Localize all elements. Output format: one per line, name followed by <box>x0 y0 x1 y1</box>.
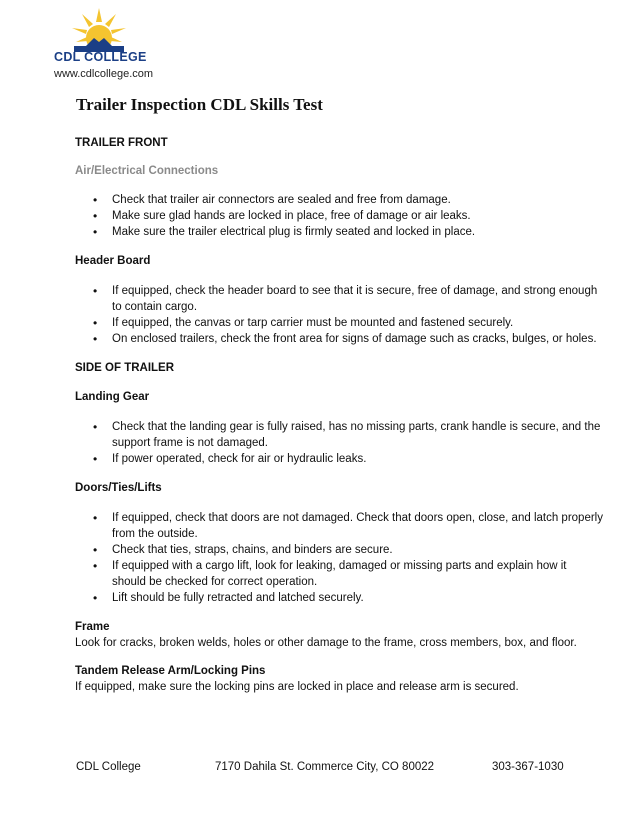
sun-logo-icon <box>70 8 128 52</box>
list-item: • Check that the landing gear is fully raised, has no missing parts, crank handle is secure, and the support frame is not damaged. <box>75 419 603 451</box>
list-item: • Check that trailer air connectors are sealed and free from damage. <box>75 192 603 208</box>
subheading-frame: Frame <box>75 621 110 633</box>
list-header-board <box>75 283 603 347</box>
document-body <box>75 136 603 695</box>
list-item: • Make sure the trailer electrical plug is firmly seated and locked in place. <box>75 224 603 240</box>
list-landing-gear <box>75 419 603 467</box>
logo-wordmark: CDL COLLEGE <box>54 50 147 64</box>
tandem-release-text: If equipped, make sure the locking pins are locked in place and release arm is secured. <box>75 681 519 693</box>
footer-address: 7170 Dahila St. Commerce City, CO 80022 <box>215 761 435 773</box>
footer-college-name: CDL College <box>76 761 141 773</box>
list-item: • If equipped, check that doors are not damaged. Check that doors open, close, and latch properly from the outside. <box>75 510 603 542</box>
list-air-electrical <box>75 192 603 240</box>
section-heading-trailer-front: TRAILER FRONT <box>75 137 168 149</box>
cdl-college-logo <box>52 8 147 64</box>
list-item: • Make sure glad hands are locked in place, free of damage or air leaks. <box>75 208 603 224</box>
subheading-air-electrical: Air/Electrical Connections <box>75 165 219 177</box>
section-heading-side-of-trailer: SIDE OF TRAILER <box>75 362 175 374</box>
document-title: Trailer Inspection CDL Skills Test <box>76 95 323 114</box>
subheading-header-board: Header Board <box>75 255 151 267</box>
list-item: • Lift should be fully retracted and latched securely. <box>75 590 603 606</box>
subheading-tandem-release: Tandem Release Arm/Locking Pins <box>75 665 266 677</box>
frame-text: Look for cracks, broken welds, holes or other damage to the frame, cross members, box, and floor. <box>75 637 577 649</box>
footer-phone: 303-367-1030 <box>492 761 564 773</box>
list-item: • If equipped, check the header board to see that it is secure, free of damage, and strong enough to contain cargo. <box>75 283 603 315</box>
site-url: www.cdlcollege.com <box>54 68 154 80</box>
subheading-doors-ties-lifts: Doors/Ties/Lifts <box>75 482 162 494</box>
list-item: • Check that ties, straps, chains, and binders are secure. <box>75 542 603 558</box>
list-doors-ties-lifts <box>75 510 603 606</box>
list-item: • If equipped with a cargo lift, look for leaking, damaged or missing parts and explain how it should be checked for correct operation. <box>75 558 603 590</box>
list-item: • If equipped, the canvas or tarp carrier must be mounted and fastened securely. <box>75 315 603 331</box>
list-item: • On enclosed trailers, check the front area for signs of damage such as cracks, bulges, or holes. <box>75 331 603 347</box>
subheading-landing-gear: Landing Gear <box>75 391 150 403</box>
list-item: • If power operated, check for air or hydraulic leaks. <box>75 451 603 467</box>
